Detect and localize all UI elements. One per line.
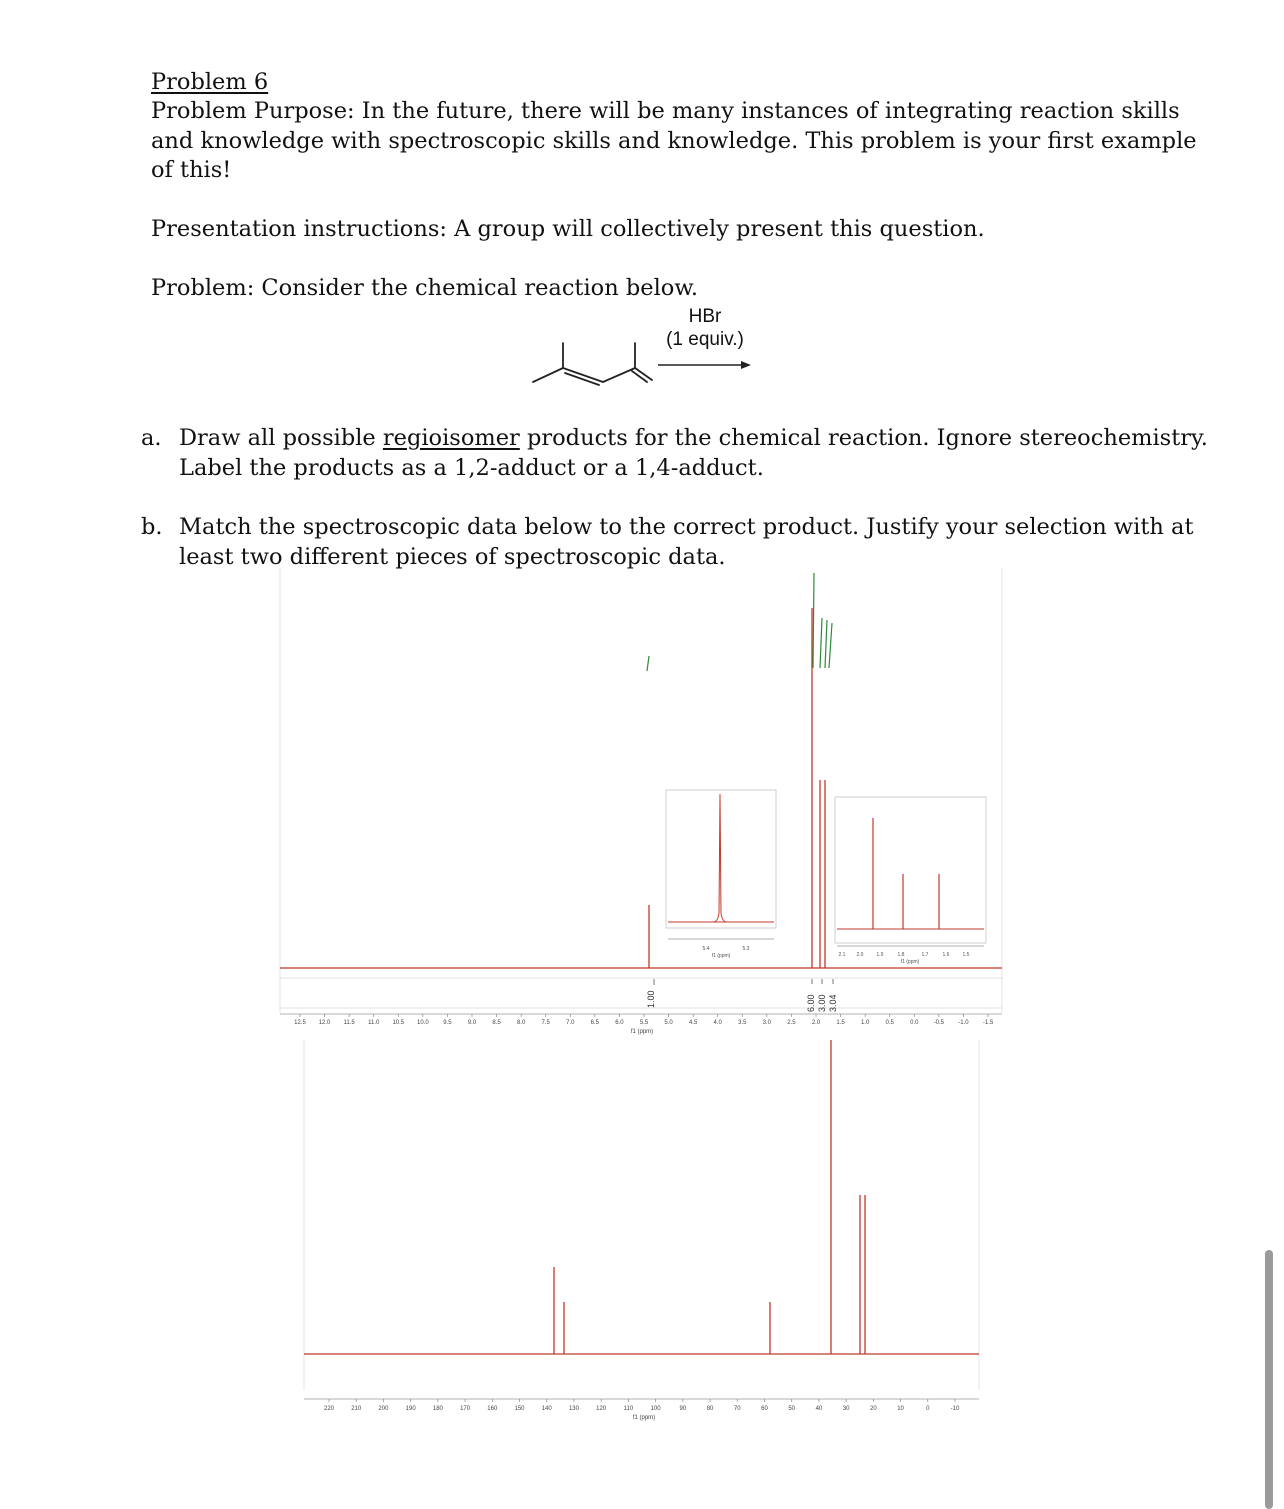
- hnmr-axis-ticks: [294, 1014, 994, 1026]
- hnmr-tick-label: 3.5: [738, 1020, 747, 1026]
- integration-3: 3.00: [817, 994, 827, 1012]
- hnmr-tick-label: -0.5: [933, 1020, 945, 1026]
- scrollbar[interactable]: [1265, 1250, 1273, 1509]
- purpose-line-1: Problem Purpose: In the future, there will be many instances of integrating reaction skills: [151, 98, 1180, 124]
- cnmr-tick-label: 100: [650, 1406, 661, 1412]
- problem-title: Problem 6: [151, 69, 269, 95]
- hnmr-tick-label: 6.5: [590, 1020, 600, 1026]
- hnmr-tick-label: 11.0: [368, 1020, 380, 1026]
- inset-left-tick-1: 5.3: [742, 946, 750, 952]
- cnmr-tick-label: 150: [514, 1406, 525, 1412]
- cnmr-tick-label: 90: [679, 1406, 687, 1412]
- hnmr-tick-label: 7.0: [566, 1020, 575, 1026]
- purpose-line-3: of this!: [151, 157, 232, 183]
- cnmr-tick-label: 80: [706, 1406, 714, 1412]
- inset-right-tick-3: 1.8: [897, 952, 905, 958]
- cnmr-tick-label: 180: [432, 1406, 443, 1412]
- cnmr-tick-label: 10: [897, 1406, 904, 1412]
- hnmr-tick-label: 2.0: [811, 1020, 821, 1026]
- cnmr-tick-label: 160: [487, 1406, 498, 1412]
- cnmr-tick-label: 190: [405, 1406, 416, 1412]
- cnmr-tick-label: -10: [950, 1406, 960, 1412]
- cnmr-axis-label: f1 (ppm): [632, 1415, 656, 1421]
- cnmr-tick-label: 210: [351, 1406, 362, 1412]
- hnmr-tick-label: 8.0: [516, 1020, 526, 1026]
- cnmr-tick-label: 120: [596, 1406, 607, 1412]
- cnmr-tick-label: 170: [460, 1406, 471, 1412]
- diene-structure: [525, 335, 655, 387]
- hnmr-tick-label: 10.5: [392, 1020, 405, 1026]
- reagent-label: [655, 305, 755, 351]
- inset-left: [666, 790, 776, 959]
- annotation-mark-2: [813, 573, 814, 668]
- part-a-line-1: [179, 424, 1208, 454]
- hnmr-tick-label: 12.5: [294, 1020, 306, 1026]
- reagent-formula: HBr: [688, 306, 722, 327]
- cnmr-tick-label: 130: [568, 1406, 579, 1412]
- part-a-post: products for the chemical reaction. Ignore stereochemistry.: [519, 425, 1208, 451]
- part-a-line-2: Label the products as a 1,2-adduct or a 1,4-adduct.: [179, 455, 764, 481]
- cnmr-tick-label: 220: [323, 1406, 335, 1412]
- problem-statement: Problem: Consider the chemical reaction below.: [151, 275, 699, 301]
- cnmr-tick-label: 30: [842, 1406, 850, 1412]
- purpose-line-2: and knowledge with spectroscopic skills and knowledge. This problem is your first example: [151, 128, 1197, 154]
- hnmr-tick-label: 7.5: [541, 1020, 550, 1026]
- hnmr-tick-label: 5.5: [639, 1020, 649, 1026]
- cnmr-tick-label: 60: [761, 1406, 768, 1412]
- inset-left-axis-label: f1 (ppm): [711, 953, 731, 959]
- hnmr-tick-label: 10.0: [417, 1020, 429, 1026]
- cnmr-tick-label: 0: [926, 1406, 930, 1412]
- hnmr-tick-label: 1.5: [836, 1020, 845, 1026]
- part-b-line-1: Match the spectroscopic data below to the correct product. Justify your selection with at: [179, 514, 1194, 540]
- hnmr-tick-label: 12.0: [318, 1020, 331, 1026]
- reagent-equiv: (1 equiv.): [666, 329, 744, 350]
- presentation-instructions: Presentation instructions: A group will collectively present this question.: [151, 216, 985, 242]
- inset-right-tick-1: 2.0: [856, 952, 864, 958]
- hnmr-tick-label: 4.0: [713, 1020, 722, 1026]
- annotation-mark-5: [829, 623, 832, 668]
- hnmr-tick-label: 8.5: [492, 1020, 501, 1026]
- hnmr-tick-label: 1.0: [860, 1020, 870, 1026]
- inset-left-tick-0: 5.4: [702, 946, 710, 952]
- hnmr-axis-label: f1 (ppm): [630, 1029, 654, 1035]
- integration-1: 1.00: [646, 990, 656, 1008]
- inset-right-axis-label: f1 (ppm): [900, 959, 920, 965]
- reaction-arrow: [655, 358, 755, 372]
- inset-right-tick-2: 1.9: [876, 952, 884, 958]
- hnmr-tick-label: 9.5: [443, 1020, 452, 1026]
- annotation-mark-4: [825, 620, 827, 668]
- hnmr-tick-label: -1.5: [982, 1020, 994, 1026]
- integration-4: 3.04: [828, 994, 838, 1012]
- hnmr-spectrum: [276, 568, 1006, 1038]
- hnmr-tick-label: 6.0: [615, 1020, 624, 1026]
- hnmr-tick-label: 0.5: [885, 1020, 894, 1026]
- hnmr-tick-label: 3.0: [762, 1020, 772, 1026]
- cnmr-tick-label: 200: [378, 1406, 389, 1412]
- part-b-line-2: least two different pieces of spectroscopic data.: [179, 544, 726, 570]
- annotation-mark-3: [820, 618, 822, 668]
- annotation-mark-1: [647, 656, 649, 671]
- cnmr-tick-label: 70: [733, 1406, 741, 1412]
- regioisomer-term: regioisomer: [382, 425, 520, 451]
- hnmr-tick-label: -1.0: [958, 1020, 969, 1026]
- hnmr-tick-label: 5.0: [664, 1020, 673, 1026]
- hnmr-tick-label: 0.0: [910, 1020, 919, 1026]
- hnmr-tick-label: 2.5: [787, 1020, 796, 1026]
- inset-right-tick-4: 1.7: [921, 952, 929, 958]
- hnmr-tick-label: 4.5: [688, 1020, 698, 1026]
- part-b-letter: b.: [141, 514, 163, 540]
- integration-2: 6.00: [806, 994, 816, 1012]
- cnmr-axis-ticks: [324, 1399, 960, 1412]
- part-a-pre: Draw all possible: [179, 425, 383, 451]
- inset-right: [835, 797, 986, 965]
- hnmr-tick-label: 9.0: [467, 1020, 477, 1026]
- inset-right-tick-5: 1.6: [942, 952, 950, 958]
- part-a-letter: a.: [141, 425, 162, 451]
- inset-right-tick-6: 1.5: [962, 952, 970, 958]
- hnmr-tick-label: 11.5: [343, 1020, 355, 1026]
- cnmr-tick-label: 20: [870, 1406, 877, 1412]
- cnmr-tick-label: 110: [623, 1406, 634, 1412]
- cnmr-tick-label: 40: [815, 1406, 823, 1412]
- inset-right-tick-0: 2.1: [838, 952, 846, 958]
- cnmr-spectrum: [276, 1040, 1006, 1430]
- cnmr-tick-label: 50: [788, 1406, 796, 1412]
- cnmr-tick-label: 140: [541, 1406, 552, 1412]
